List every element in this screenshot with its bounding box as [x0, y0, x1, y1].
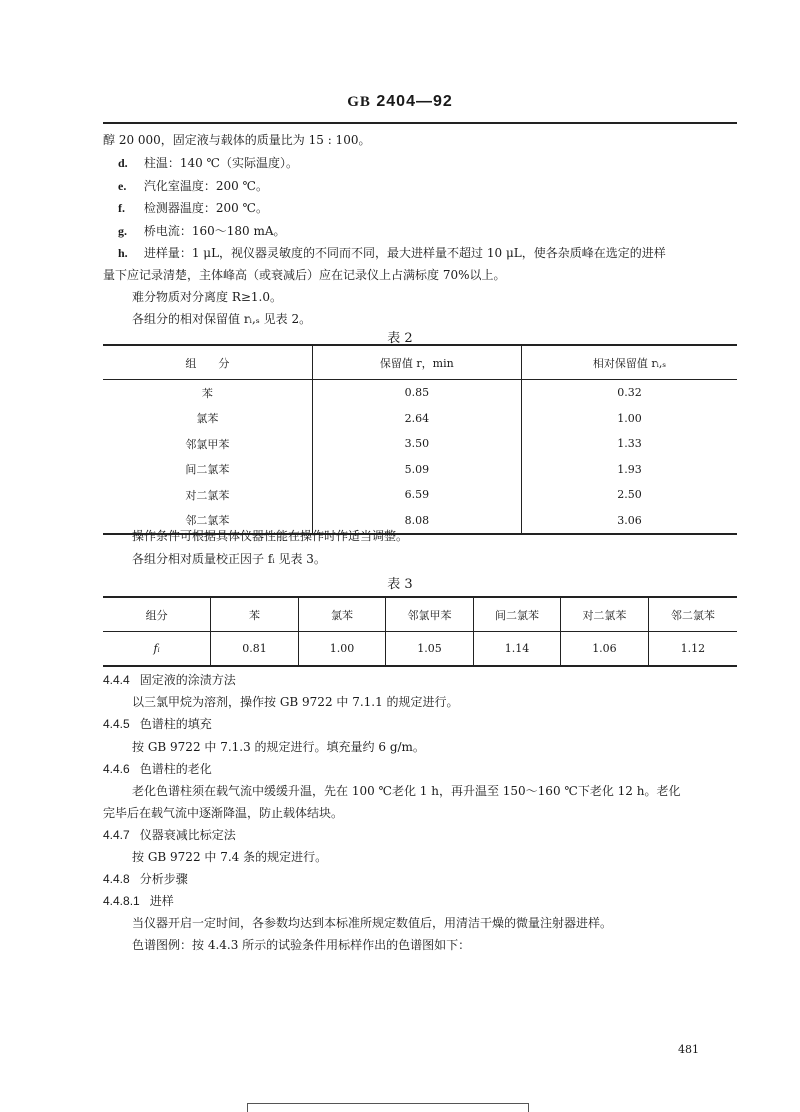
section-body: 按 GB 9722 中 7.1.3 的规定进行。填充量约 6 g/m。: [132, 740, 425, 754]
section-body: 当仪器开启一定时间，各参数均达到本标准所规定数值后，用清洁干燥的微量注射器进样。: [132, 916, 613, 930]
section-number: 4.4.8.1: [103, 894, 140, 908]
cell: 8.08: [312, 508, 521, 535]
section-title: 固定液的涂渍方法: [139, 673, 236, 687]
table-row: [103, 380, 737, 406]
column-header: 邻二氯苯: [648, 597, 737, 632]
section-heading: [103, 716, 212, 732]
cell: 1.14: [473, 632, 560, 667]
section-title: 分析步骤: [139, 872, 188, 886]
cell: 0.85: [312, 380, 521, 406]
section-heading: [103, 761, 212, 777]
cell: 3.50: [312, 431, 521, 457]
cell: 对二氯苯: [185, 488, 230, 502]
cell: 1.33: [521, 431, 737, 457]
paragraph: 各组分相对质量校正因子 fᵢ 见表 3。: [132, 552, 326, 566]
section-body: 按 GB 9722 中 7.4 条的规定进行。: [132, 850, 328, 864]
section-title: 色谱柱的老化: [139, 762, 212, 776]
cell: 0.81: [211, 632, 298, 667]
cell: fᵢ: [153, 642, 160, 655]
section-heading: [103, 871, 188, 887]
item-text: 检测器温度：200 ℃。: [143, 201, 268, 215]
section-number: 4.4.6: [103, 762, 130, 776]
section-heading: [103, 827, 236, 843]
section-heading: [103, 672, 236, 688]
item-label: d.: [118, 156, 128, 170]
cell: 2.50: [521, 482, 737, 508]
item-text: 汽化室温度：200 ℃。: [143, 179, 268, 193]
section-number: 4.4.7: [103, 828, 130, 842]
item-text: 桥电流：160～180 mA。: [143, 224, 286, 238]
column-header: 组分: [103, 597, 211, 632]
section-body: 完毕后在载气流中逐渐降温，防止载体结块。: [103, 806, 344, 820]
column-header: 间二氯苯: [473, 597, 560, 632]
table-row: [103, 457, 737, 483]
item-text: 柱温：140 ℃（实际温度）。: [143, 156, 298, 170]
table-header-row: [103, 597, 737, 632]
list-item-h: [118, 245, 666, 261]
cell: 6.59: [312, 482, 521, 508]
paragraph: 各组分的相对保留值 rᵢ,ₛ 见表 2。: [132, 312, 312, 326]
column-header: 组 分: [103, 345, 312, 380]
list-item-e: [118, 178, 268, 194]
list-item-g: [118, 223, 286, 239]
figure-frame-top: [247, 1103, 529, 1112]
paragraph: 难分物质对分离度 R≥1.0。: [132, 290, 282, 304]
column-header: 苯: [211, 597, 298, 632]
cell: 1.00: [298, 632, 385, 667]
cell: 邻氯甲苯: [185, 437, 230, 451]
section-body: 色谱图例：按 4.4.3 所示的试验条件用标样作出的色谱图如下：: [132, 938, 471, 952]
table-row: [103, 482, 737, 508]
cell: 5.09: [312, 457, 521, 483]
standard-code: GB: [347, 94, 371, 110]
cell: 1.12: [648, 632, 737, 667]
section-number: 4.4.4: [103, 673, 130, 687]
paragraph: 醇 20 000，固定液与载体的质量比为 15 : 100。: [103, 133, 371, 147]
item-text: 进样量：1 μL，视仪器灵敏度的不同而不同，最大进样量不超过 10 μL，使各杂质峰在选定的进样: [143, 246, 666, 260]
cell: 间二氯苯: [185, 463, 230, 477]
paragraph: 量下应记录清楚，主体峰高（或衰减后）应在记录仪上占满标度 70%以上。: [103, 268, 506, 282]
section-title: 仪器衰减比标定法: [139, 828, 236, 842]
cell: 1.06: [561, 632, 648, 667]
column-header: 氯苯: [298, 597, 385, 632]
table3-caption: 表 3: [387, 577, 413, 592]
table-row: [103, 632, 737, 667]
list-item-d: [118, 155, 298, 171]
column-header: 对二氯苯: [561, 597, 648, 632]
correction-factor-table: [103, 596, 737, 667]
column-header: 保留值 r，min: [312, 345, 521, 380]
item-label: e.: [118, 179, 127, 193]
section-title: 色谱柱的填充: [139, 717, 212, 731]
table-row: [103, 431, 737, 457]
table2-caption: 表 2: [387, 331, 413, 346]
cell: 2.64: [312, 406, 521, 432]
standard-number: 2404—92: [376, 93, 453, 110]
table-row: [103, 406, 737, 432]
list-item-f: [118, 200, 268, 216]
cell: 0.32: [521, 380, 737, 406]
table-header-row: [103, 345, 737, 380]
retention-table: [103, 344, 737, 535]
cell: 1.00: [521, 406, 737, 432]
page-number: 481: [678, 1043, 699, 1056]
section-heading: [103, 893, 174, 909]
section-body: 以三氯甲烷为溶剂，操作按 GB 9722 中 7.1.1 的规定进行。: [132, 695, 459, 709]
cell: 邻二氯苯: [185, 514, 230, 528]
item-label: g.: [118, 224, 127, 238]
section-body: 老化色谱柱须在载气流中缓缓升温，先在 100 ℃老化 1 h，再升温至 150～160 ℃下老化 12 h。老化: [132, 784, 681, 798]
header-rule: [103, 122, 737, 124]
section-number: 4.4.8: [103, 872, 130, 886]
cell: 苯: [201, 386, 213, 400]
item-label: h.: [118, 246, 128, 260]
paragraph: 操作条件可根据具体仪器性能在操作时作适当调整。: [132, 529, 409, 543]
column-header: 邻氯甲苯: [386, 597, 473, 632]
cell: 3.06: [521, 508, 737, 535]
cell: 1.05: [386, 632, 473, 667]
item-label: f.: [118, 201, 125, 215]
column-header: 相对保留值 rᵢ,ₛ: [521, 345, 737, 380]
section-title: 进样: [149, 894, 174, 908]
section-number: 4.4.5: [103, 717, 130, 731]
cell: 氯苯: [196, 412, 219, 426]
cell: 1.93: [521, 457, 737, 483]
page-header: [0, 93, 800, 111]
